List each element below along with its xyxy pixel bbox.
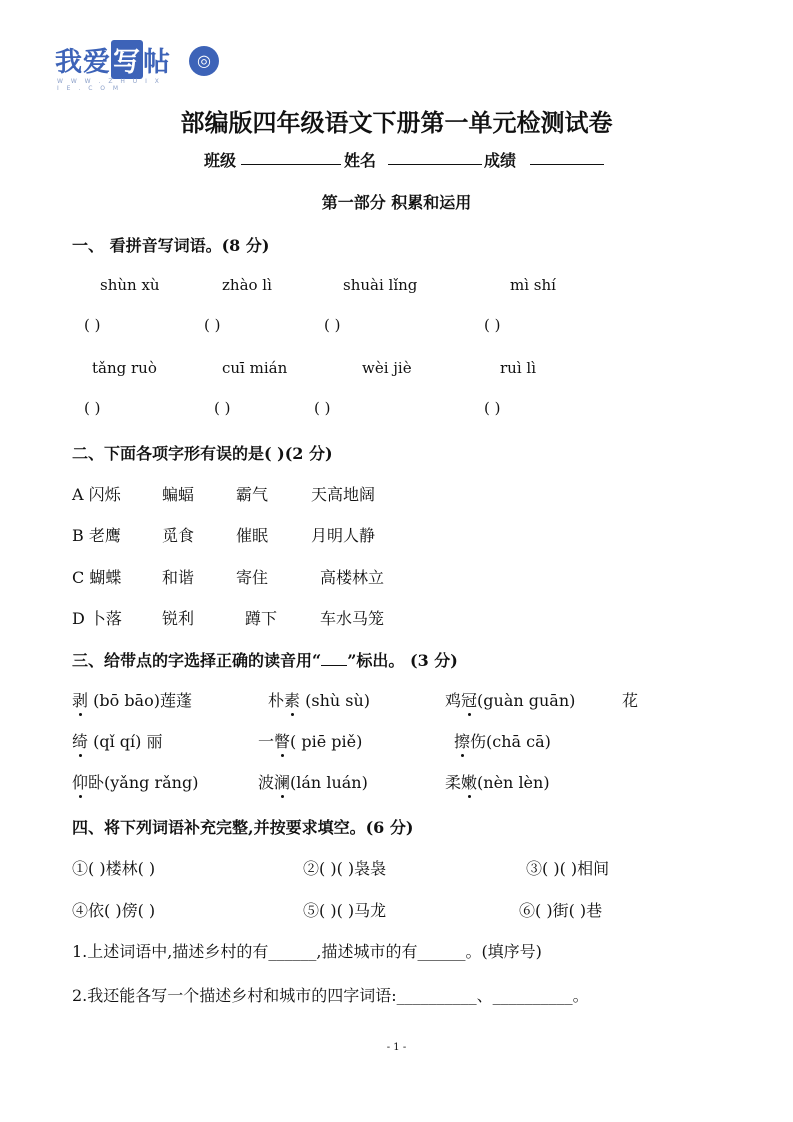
answer-blank[interactable]: ( ) bbox=[84, 316, 101, 334]
pinyin-item: shuài lǐng bbox=[343, 276, 418, 294]
option-word: 寄住 bbox=[236, 568, 269, 587]
q3-item: 绮 (qǐ qí) 丽 bbox=[72, 729, 163, 752]
q3-item: 剥 (bō bāo)莲蓬 bbox=[72, 688, 192, 711]
option-word: 车水马笼 bbox=[320, 609, 385, 628]
q3-item: 朴素 (shù sù) bbox=[268, 688, 370, 711]
score-blank[interactable] bbox=[530, 150, 604, 169]
page-number: - 1 - bbox=[386, 1042, 407, 1053]
pinyin-item: ruì lì bbox=[500, 359, 536, 377]
idiom-blank[interactable]: ②( )( )袅袅 bbox=[303, 859, 387, 878]
underline-mark bbox=[321, 651, 347, 666]
q1-heading: 一、 看拼音写词语。(8 分) bbox=[72, 236, 270, 255]
q3-item: 仰卧(yǎng rǎng) bbox=[72, 770, 198, 793]
idiom-blank[interactable]: ③( )( )相间 bbox=[526, 859, 610, 878]
answer-blank[interactable]: ( ) bbox=[324, 316, 341, 334]
answer-blank[interactable]: ( ) bbox=[84, 399, 101, 417]
option-label: A 闪烁 bbox=[72, 485, 121, 504]
pinyin-item: shùn xù bbox=[100, 276, 160, 294]
option-word: 催眠 bbox=[236, 526, 269, 545]
answer-blank[interactable]: ( ) bbox=[314, 399, 331, 417]
q3-item: 波澜(lán luán) bbox=[258, 770, 368, 793]
option-word: 月明人静 bbox=[311, 526, 376, 545]
answer-blank[interactable]: ( ) bbox=[204, 316, 221, 334]
pinyin-item: zhào lì bbox=[222, 276, 272, 294]
q4-item-1[interactable]: 1.上述词语中,描述乡村的有______,描述城市的有______。(填序号) bbox=[72, 942, 542, 961]
pinyin-item: cuī mián bbox=[222, 359, 288, 377]
pinyin-item: mì shí bbox=[510, 276, 556, 294]
option-word: 觅食 bbox=[162, 526, 195, 545]
idiom-blank[interactable]: ⑤( )( )马龙 bbox=[303, 901, 387, 920]
site-logo bbox=[55, 40, 211, 92]
idiom-blank[interactable]: ④依( )傍( ) bbox=[72, 901, 156, 920]
score-label: 成绩 bbox=[484, 151, 517, 170]
option-word: 锐利 bbox=[162, 609, 195, 628]
option-word: 高楼林立 bbox=[320, 568, 385, 587]
q3-item: 擦伤(chā cā) bbox=[454, 729, 551, 752]
answer-blank[interactable]: ( ) bbox=[214, 399, 231, 417]
pinyin-item: tǎng ruò bbox=[92, 359, 157, 377]
class-blank[interactable] bbox=[241, 150, 341, 169]
option-label: C 蝴蝶 bbox=[72, 568, 122, 587]
logo-chat-icon: ◎ bbox=[189, 46, 219, 76]
option-word: 和谐 bbox=[162, 568, 195, 587]
q4-item-2[interactable]: 2.我还能各写一个描述乡村和城市的四字词语:__________、__________。 bbox=[72, 986, 589, 1005]
name-label: 姓名 bbox=[344, 151, 377, 170]
class-label: 班级 bbox=[204, 151, 237, 170]
idiom-blank[interactable]: ①( )楼林( ) bbox=[72, 859, 156, 878]
logo-url: W W W . Z H U I X I E . C O M bbox=[57, 78, 162, 92]
option-word: 蹲下 bbox=[245, 609, 278, 628]
q3-item: 花 bbox=[622, 691, 639, 710]
answer-blank[interactable]: ( ) bbox=[484, 399, 501, 417]
option-word: 霸气 bbox=[236, 485, 269, 504]
answer-blank[interactable]: ( ) bbox=[484, 316, 501, 334]
part-heading: 第一部分 积累和运用 bbox=[321, 193, 472, 212]
q2-heading: 二、下面各项字形有误的是( )(2 分) bbox=[72, 444, 333, 463]
page-title: 部编版四年级语文下册第一单元检测试卷 bbox=[180, 108, 613, 137]
q3-item: 柔嫩(nèn lèn) bbox=[445, 770, 550, 793]
q3-item: 鸡冠(guàn guān) bbox=[445, 688, 575, 711]
idiom-blank[interactable]: ⑥( )街( )巷 bbox=[519, 901, 603, 920]
q4-heading: 四、将下列词语补充完整,并按要求填空。(6 分) bbox=[72, 818, 414, 837]
option-word: 天高地阔 bbox=[311, 485, 376, 504]
logo-text: 我爱写帖 bbox=[55, 47, 171, 78]
option-word: 蝙蝠 bbox=[162, 485, 195, 504]
option-label: D 卜落 bbox=[72, 609, 122, 628]
name-blank[interactable] bbox=[388, 150, 482, 169]
q3-heading: 三、给带点的字选择正确的读音用“ ”标出。 (3 分) bbox=[72, 651, 458, 670]
pinyin-item: wèi jiè bbox=[362, 359, 412, 377]
q3-item: 一瞥( piē piě) bbox=[258, 729, 362, 752]
option-label: B 老鹰 bbox=[72, 526, 121, 545]
